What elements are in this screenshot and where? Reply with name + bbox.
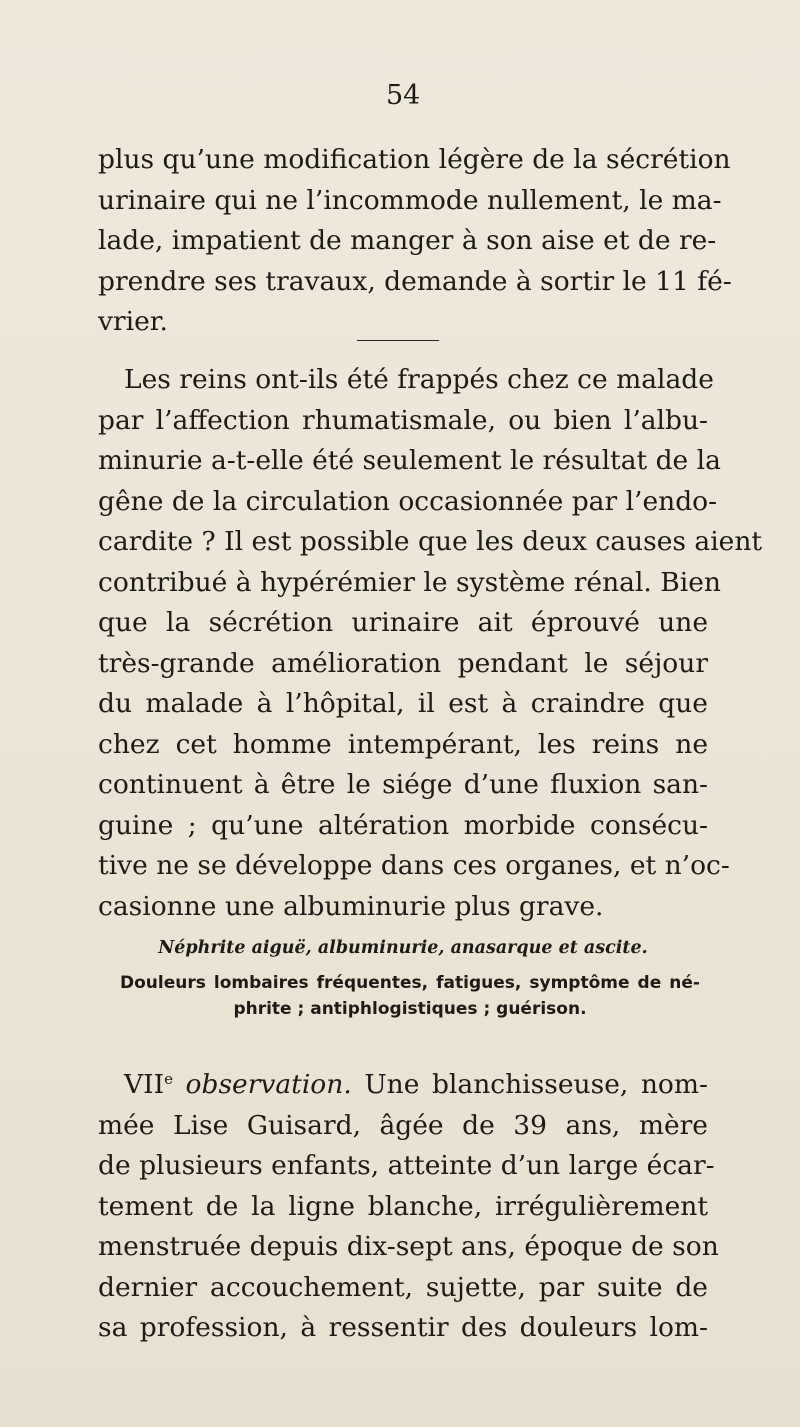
observation-number: VII [124, 1069, 165, 1100]
text-line: prendre ses travaux, demande à sortir le 11 fé- [98, 265, 732, 297]
text-line: mée Lise Guisard, âgée de 39 ans, mère [98, 1109, 708, 1141]
text-line: contribué à hypérémier le système rénal. Bien [98, 566, 721, 598]
page-number: 54 [386, 80, 421, 111]
text-line: cardite ? Il est possible que les deux causes aient [98, 526, 763, 557]
text-line: très-grande amélioration pendant le séjour [98, 647, 708, 679]
summary-line: Douleurs lombaires fréquentes, fatigues, symptôme de né- [120, 973, 700, 993]
text-line: tement de la ligne blanche, irrégulièrement [98, 1190, 708, 1222]
text-line: gêne de la circulation occasionnée par l’endo- [98, 485, 718, 517]
text-line: urinaire qui ne l’incommode nullement, le ma- [98, 184, 722, 216]
text-line: guine ; qu’une altération morbide consécu- [98, 809, 708, 841]
section-heading: Néphrite aiguë, albuminurie, anasarque et ascite. [158, 938, 648, 958]
text-line: dernier accouchement, sujette, par suite de [98, 1271, 708, 1303]
text-line: du malade à l’hôpital, il est à craindre que [98, 688, 708, 719]
text-line: tive ne se développe dans ces organes, et n’oc- [98, 850, 730, 881]
text-line: continuent à être le siége d’une fluxion san- [98, 769, 708, 800]
observation-paragraph [98, 1059, 719, 1349]
observation-first-line-text: Une blanchisseuse, nom- [364, 1069, 708, 1100]
text-line: plus qu’une modification légère de la sécrétion [98, 144, 731, 175]
paragraph-1 [98, 140, 732, 343]
text-line: de plusieurs enfants, atteinte d’un large écar- [98, 1150, 715, 1181]
paragraph-2 [98, 360, 763, 927]
text-line: par l’affection rhumatismale, ou bien l’albu- [98, 404, 708, 436]
observation-number-superscript: e [164, 1070, 173, 1088]
text-line: que la sécrétion urinaire ait éprouvé une [98, 607, 708, 638]
text-line: lade, impatient de manger à son aise et de re- [98, 225, 717, 256]
text-line: minurie a-t-elle été seulement le résultat de la [98, 445, 721, 476]
case-summary [120, 970, 700, 1022]
text-line: casionne une albuminurie plus grave. [98, 890, 604, 922]
text-line: sa profession, à ressentir des douleurs lom- [98, 1312, 708, 1343]
text-line: Les reins ont-ils été frappés chez ce malade [124, 364, 714, 395]
text-line: vrier. [98, 306, 168, 337]
observation-first-line [98, 1059, 708, 1106]
summary-line: phrite ; antiphlogistiques ; guérison. [233, 999, 587, 1019]
text-line: chez cet homme intempérant, les reins ne [98, 728, 708, 760]
text-line: menstruée depuis dix-sept ans, époque de son [98, 1231, 719, 1262]
section-divider [357, 340, 439, 341]
observation-label: observation. [185, 1069, 352, 1100]
